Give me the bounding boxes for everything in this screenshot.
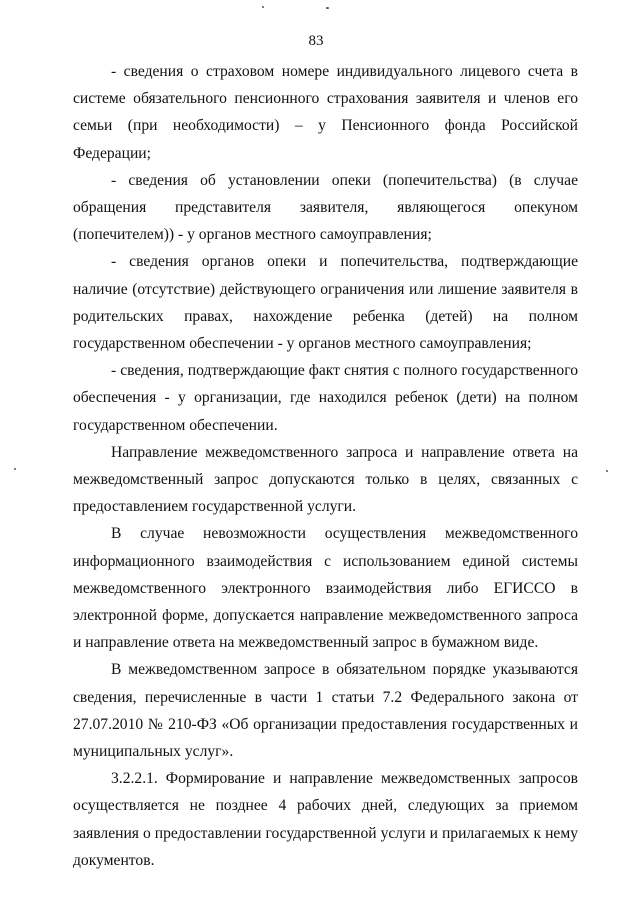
scan-speck (14, 468, 16, 470)
paragraph-request-deadline: 3.2.2.1. Формирование и направление межведомственных запросов осуществляется не позднее 4 рабочих дней, следующих за приемом заявления о предоставлении государственной услуги и прилагаемых к нему документов. (73, 770, 578, 869)
paragraph-pension-fund-info: - сведения о страховом номере индивидуального лицевого счета в системе обязательного пенсионного страхования заявителя и членов его семьи (при необходимости) – у Пенсионного фонда Российской Федерации; (73, 63, 578, 162)
scan-speck (262, 6, 264, 8)
document-body (73, 58, 578, 874)
scan-speck (326, 7, 329, 9)
scan-speck (606, 470, 608, 472)
page-number: 83 (308, 33, 324, 49)
paragraph-request-purpose: Направление межведомственного запроса и направление ответа на межведомственный запрос допускаются только в целях, связанных с предоставлением государственной услуги. (73, 443, 578, 516)
paragraph-state-support-removal: - сведения, подтверждающие факт снятия с полного государственного обеспечения - у организации, где находился ребенок (дети) на полном государственном обеспечении. (73, 362, 578, 434)
paragraph-request-contents: В межведомственном запросе в обязательном порядке указываются сведения, перечисленные в части 1 статьи 7.2 Федерального закона от 27.07.2010 № 210-ФЗ «Об организации предоставления государственных и муниципальных услуг». (73, 661, 578, 761)
paragraph-parental-rights-info: - сведения органов опеки и попечительства, подтверждающие наличие (отсутствие) действующего ограничения или лишение заявителя в родительских правах, нахождение ребенка (детей) на полном государственном обеспечении - у органов местного самоуправления; (73, 253, 578, 353)
paragraph-paper-form: В случае невозможности осуществления межведомственного информационного взаимодействия с использованием единой системы межведомственного электронного взаимодействия либо ЕГИССО в электронной форме, допускается направление межведомственного запроса и направление ответа на межведомственный запрос в бумажном виде. (73, 525, 578, 652)
paragraph-guardianship-info: - сведения об установлении опеки (попечительства) (в случае обращения представителя заявителя, являющегося опекуном (попечителем)) - у органов местного самоуправления; (73, 171, 578, 244)
